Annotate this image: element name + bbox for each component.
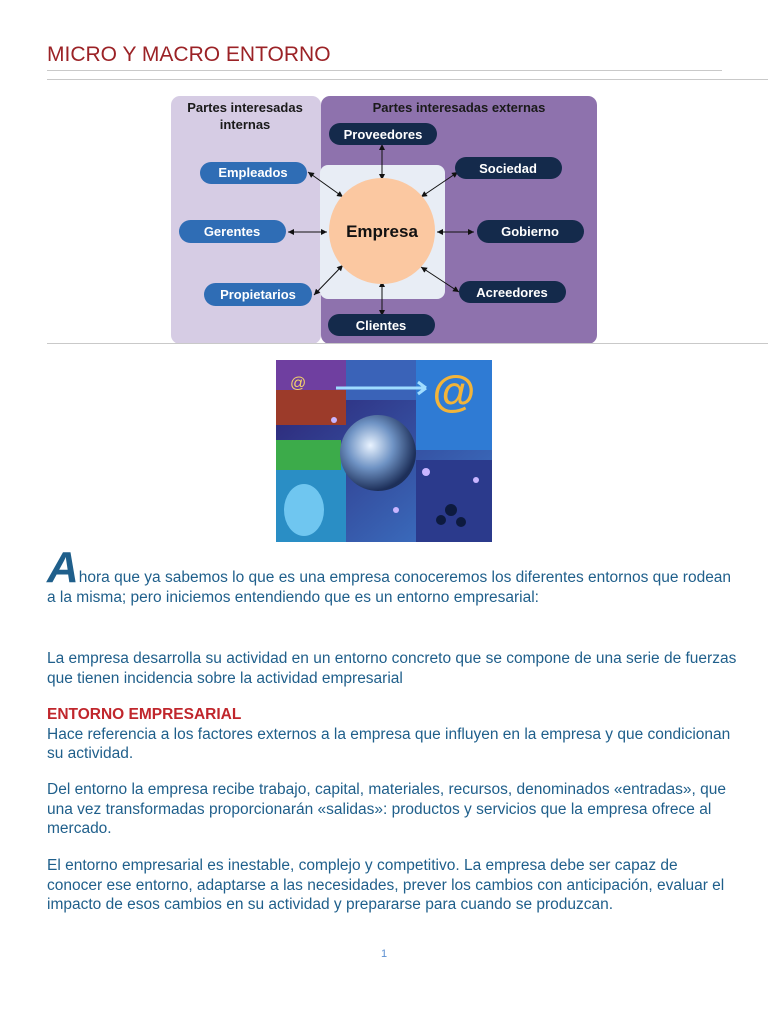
svg-text:Sociedad: Sociedad — [479, 161, 537, 176]
node-proveedores — [329, 123, 437, 145]
node-acreedores — [459, 281, 566, 303]
paragraph-1 — [47, 649, 737, 688]
paragraph-4-text: El entorno empresarial es inestable, complejo y competitivo. La empresa debe ser capaz de conocer ese entorno, adaptarse a las necesidades, prever los cambios con anticipación, evaluar el impacto de esos cambios en su actividad y prepararse para cuando se produzcan. — [47, 857, 725, 913]
paragraph-3 — [47, 780, 737, 839]
node-gobierno — [477, 220, 584, 243]
svg-text:Clientes: Clientes — [355, 318, 407, 333]
node-empleados — [200, 162, 307, 184]
node-gerentes — [179, 220, 286, 243]
section-heading: ENTORNO EMPRESARIAL — [47, 706, 242, 723]
svg-text:Proveedores: Proveedores — [343, 127, 423, 142]
node-clientes — [328, 314, 435, 336]
internal-header-line2: internas — [219, 117, 271, 132]
top-divider — [47, 79, 768, 80]
section-entorno — [47, 705, 737, 764]
node-propietarios — [204, 283, 312, 306]
paragraph-3-text: Del entorno la empresa recibe trabajo, capital, materiales, recursos, denominados «entradas», que una vez transformadas proporcionarán «salidas»: productos y servicios que la empresa ofrece al mercado. — [47, 781, 726, 837]
stakeholders-diagram — [170, 95, 598, 345]
intro-text: hora que ya sabemos lo que es una empresa conoceremos los diferentes entornos que rodean a la misma; pero iniciemos entendiendo que es un entorno empresarial: — [47, 569, 732, 606]
intro-dropcap: A — [47, 543, 79, 592]
paragraph-1-text: La empresa desarrolla su actividad en un entorno concreto que se compone de una serie de fuerzas que tienen incidencia sobre la actividad empresarial — [47, 650, 737, 687]
paragraph-4 — [47, 856, 737, 915]
svg-text:Gobierno: Gobierno — [501, 224, 559, 239]
empresa-label: Empresa — [346, 222, 418, 241]
svg-text:Empleados: Empleados — [218, 165, 288, 180]
external-header: Partes interesadas externas — [372, 100, 546, 115]
title-divider — [47, 70, 722, 71]
diagram-divider — [47, 343, 768, 344]
svg-text:Propietarios: Propietarios — [220, 287, 296, 302]
svg-text:@: @ — [290, 375, 307, 392]
internal-header-line1: Partes interesadas — [187, 100, 303, 115]
paragraph-2-text: Hace referencia a los factores externos a la empresa que influyen en la empresa y que condicionan su actividad. — [47, 725, 731, 762]
node-sociedad — [455, 157, 562, 179]
svg-text:@: @ — [432, 367, 476, 416]
svg-text:Acreedores: Acreedores — [476, 285, 548, 300]
intro-paragraph — [47, 543, 737, 607]
svg-text:Gerentes: Gerentes — [203, 224, 261, 239]
business-collage-image — [276, 360, 492, 542]
page-title: MICRO Y MACRO ENTORNO — [47, 43, 331, 66]
page-number: 1 — [380, 948, 388, 960]
